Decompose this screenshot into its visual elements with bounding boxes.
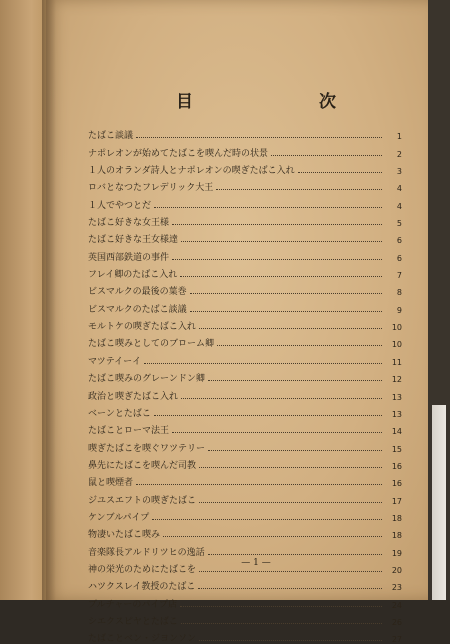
toc-leader-dots (181, 398, 382, 399)
toc-leader-dots (172, 432, 382, 433)
toc-entry-page: 26 (391, 617, 402, 627)
toc-leader-dots (136, 137, 382, 138)
toc-entry (88, 332, 402, 349)
toc-entry-title: たばこ喫みのグレーンドン卿 (88, 374, 205, 385)
toc-leader-dots (172, 224, 382, 225)
toc-entry-title: 物凄いたばこ喫み (88, 530, 161, 541)
toc-entry-page: 13 (391, 409, 402, 419)
toc-entry (88, 193, 402, 210)
toc-entry (88, 488, 402, 505)
toc-entry (88, 384, 402, 401)
toc-entry-page: 10 (391, 340, 402, 350)
toc-entry-page: 17 (391, 496, 402, 506)
toc-entry-title: たばこ談議 (88, 131, 134, 142)
page-gutter-shadow (42, 0, 56, 600)
toc-entry (88, 575, 402, 592)
toc-entry-page: 14 (391, 427, 402, 437)
toc-entry-title: １人のオランダ詩人とナポレオンの喫ぎたばこ入れ (88, 166, 295, 177)
toc-entry (88, 402, 402, 419)
toc-leader-dots (154, 207, 382, 208)
toc-entry-page: 11 (391, 357, 402, 367)
toc-entry-title: ベーンとたばこ (88, 408, 151, 419)
toc-leader-dots (208, 450, 382, 451)
toc-entry-page: 16 (391, 479, 402, 489)
toc-entry-page: 24 (391, 600, 402, 610)
page-title (176, 86, 336, 112)
toc-entry-title: 神の栄光のためにたばこを (88, 564, 197, 575)
toc-entry-page: 16 (391, 461, 402, 471)
toc-entry-title: ロバとなつたフレデリック大王 (88, 183, 214, 194)
toc-entry (88, 592, 402, 609)
toc-entry-page: 15 (391, 444, 402, 454)
toc-entry-page: 2 (396, 149, 402, 159)
toc-entry (88, 610, 402, 627)
toc-leader-dots (208, 554, 382, 555)
toc-entry (88, 349, 402, 366)
toc-entry-title: ビスマルクのたばこ談議 (88, 304, 187, 315)
toc-entry-title: たばこ好きな王女様達 (88, 235, 179, 246)
toc-entry-page: 7 (396, 271, 402, 281)
toc-entry-page: 5 (396, 219, 402, 229)
toc-leader-dots (190, 293, 382, 294)
toc-leader-dots (190, 311, 382, 312)
toc-entry (88, 471, 402, 488)
toc-entry-page: 4 (396, 184, 402, 194)
adjacent-book-edge (432, 405, 446, 600)
toc-entry-page: 6 (396, 253, 402, 263)
toc-entry (88, 124, 402, 141)
toc-entry (88, 263, 402, 280)
toc-leader-dots (144, 363, 382, 364)
toc-entry (88, 141, 402, 158)
toc-leader-dots (271, 155, 382, 156)
toc-entry (88, 315, 402, 332)
toc-leader-dots (208, 380, 382, 381)
toc-entry-page: 4 (396, 201, 402, 211)
toc-leader-dots (154, 415, 382, 416)
toc-entry-page: 9 (396, 305, 402, 315)
toc-entry (88, 297, 402, 314)
toc-entry-title: ジユスエフトの喫ぎたばこ (88, 495, 197, 506)
toc-leader-dots (199, 640, 382, 641)
toc-entry-title: マツテイーイ (88, 356, 142, 367)
toc-entry-title: １人でやつとだ (88, 200, 152, 211)
toc-entry-title: 英国西部鉄道の事件 (88, 252, 170, 263)
toc-entry-page: 19 (391, 548, 402, 558)
toc-leader-dots (172, 259, 382, 260)
toc-entry-title: たばことベン・ジヨンソン (88, 634, 197, 644)
toc-entry (88, 419, 402, 436)
toc-entry-title: モルトケの喫ぎたばこ入れ (88, 322, 196, 333)
toc-entry-title: ケンブルパイプ (88, 512, 150, 523)
toc-entry-title: 鼻先にたばこを喫んだ司教 (88, 460, 197, 471)
toc-leader-dots (216, 189, 382, 190)
toc-entry-title: 政治と喫ぎたばこ入れ (88, 391, 179, 402)
toc-entry (88, 280, 402, 297)
toc-entry (88, 159, 402, 176)
toc-entry-title: ブルチャーのパイプ店 (88, 599, 178, 610)
toc-entry (88, 627, 402, 644)
toc-leader-dots (136, 484, 382, 485)
toc-entry (88, 454, 402, 471)
toc-leader-dots (198, 588, 382, 589)
toc-leader-dots (163, 536, 382, 537)
toc-entry-page: 12 (391, 375, 402, 385)
toc-leader-dots (199, 328, 382, 329)
toc-entry (88, 540, 402, 557)
toc-leader-dots (181, 241, 382, 242)
toc-entry-title: たばこ好きな女王様 (88, 218, 170, 229)
toc-entry-page: 1 (396, 132, 402, 142)
toc-entry-title: 音楽隊長アルドリツヒの逸話 (88, 547, 205, 558)
toc-leader-dots (199, 502, 382, 503)
toc-entry (88, 228, 402, 245)
toc-leader-dots (199, 571, 382, 572)
toc-entry-page: 8 (396, 288, 402, 298)
toc-entry (88, 211, 402, 228)
toc-entry-page: 18 (391, 513, 402, 523)
toc-entry-page: 3 (396, 167, 402, 177)
toc-leader-dots (180, 276, 382, 277)
toc-leader-dots (298, 172, 382, 173)
toc-entry (88, 506, 402, 523)
book-page (46, 0, 430, 644)
toc-leader-dots (180, 606, 382, 607)
toc-entry-title: 鼠と喫煙者 (88, 478, 134, 489)
toc-entry-page: 18 (391, 531, 402, 541)
page-number-footer: — 1 — (241, 558, 271, 568)
toc-entry-title: フレイ卿のたばこ入れ (88, 270, 178, 281)
toc-entry-title: ナポレオンが始めてたばこを喫んだ時の状景 (88, 148, 269, 159)
toc-entry-title: ビスマルクの最後の葉巻 (88, 287, 187, 298)
toc-entry-page: 20 (391, 565, 402, 575)
toc-entry (88, 523, 402, 540)
toc-entry (88, 245, 402, 262)
toc-entry-title: たばことローマ法王 (88, 426, 170, 437)
toc-leader-dots (152, 519, 382, 520)
title-char-left: 目 (176, 91, 193, 112)
toc-leader-dots (217, 345, 382, 346)
title-char-right: 次 (319, 91, 336, 112)
toc-entry (88, 176, 402, 193)
toc-leader-dots (199, 467, 382, 468)
toc-entry-title: たばこ喫みとしてのブローム卿 (88, 339, 215, 350)
toc-entry (88, 436, 402, 453)
toc-entry (88, 367, 402, 384)
toc-entry-title: シエクスピヤとたばこ (88, 616, 178, 627)
toc-entry-page: 27 (391, 635, 402, 644)
toc-entry-page: 23 (391, 583, 402, 593)
toc-entry-page: 6 (396, 236, 402, 246)
toc-entry-page: 13 (391, 392, 402, 402)
toc-entry-page: 10 (391, 323, 402, 333)
toc-entry-title: 喫ぎたばこを喫ぐワツテリー (88, 443, 206, 454)
toc-leader-dots (181, 623, 382, 624)
toc-entry-title: ハツクスレイ教授のたばこ (88, 582, 196, 593)
